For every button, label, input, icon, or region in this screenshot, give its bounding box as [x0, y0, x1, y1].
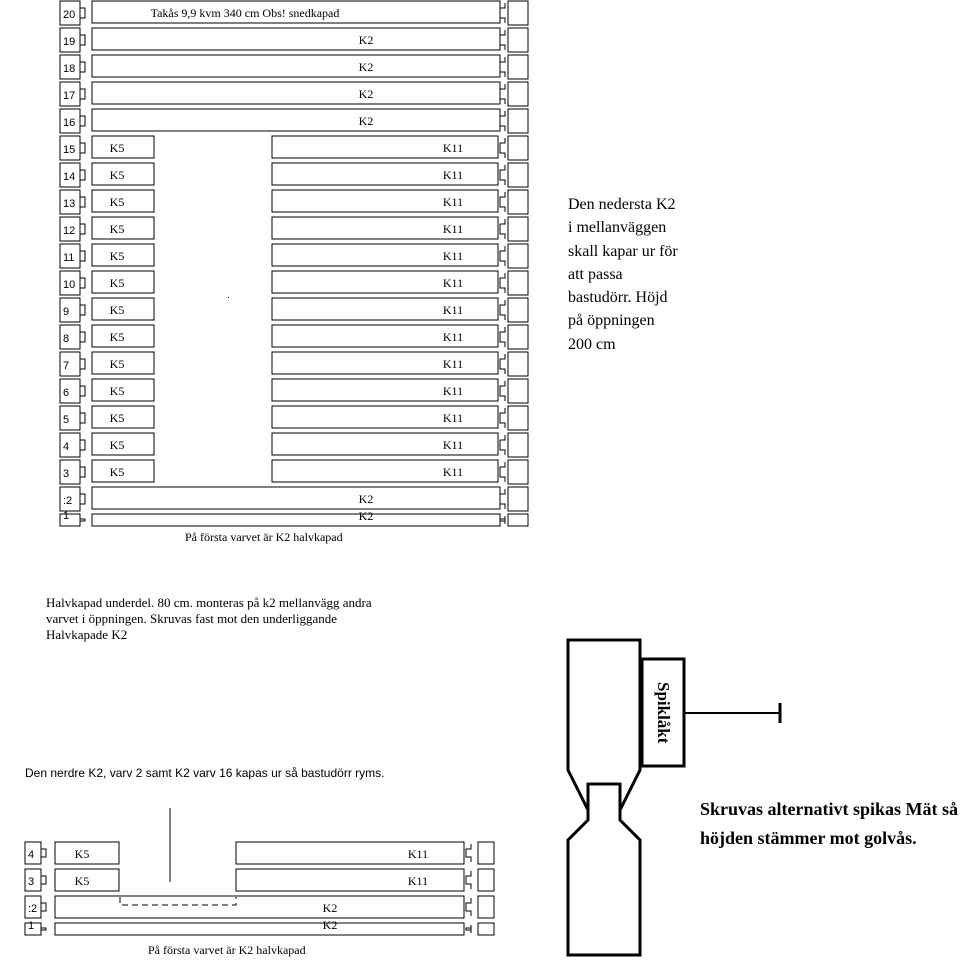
k11-log [272, 352, 498, 374]
row-number: 13 [63, 198, 76, 210]
end-notch-right [500, 138, 505, 158]
k5-log-label: K5 [109, 330, 125, 344]
end-notch-right [500, 435, 505, 455]
row-end-box [508, 190, 528, 214]
row-end-box [478, 869, 494, 891]
end-notch-left [80, 462, 85, 482]
opening-dot [228, 297, 229, 298]
row-number: 1 [63, 510, 70, 522]
end-notch-right [500, 3, 505, 23]
k2-log-label: K2 [358, 33, 374, 47]
halvkapad-note: Halvkapad underdel. 80 cm. monteras på k2 mellanvägg andra varvet i öppningen. Skruvas fast mot den underliggande Halvkapade K2 [46, 595, 372, 642]
k5-log-label: K5 [109, 276, 125, 290]
k2-log-label: K2 [322, 918, 338, 932]
k11-log [272, 190, 498, 212]
end-notch-left [80, 435, 85, 455]
end-notch-left [41, 898, 46, 916]
end-notch-left [80, 192, 85, 212]
end-notch-right [466, 898, 471, 916]
k11-log-label: K11 [442, 465, 464, 479]
end-notch-right [500, 192, 505, 212]
k11-log-label: K11 [442, 303, 464, 317]
end-notch-left [41, 844, 46, 862]
k11-log [272, 379, 498, 401]
k5-log-label: K5 [109, 222, 125, 236]
row-end-box [508, 271, 528, 295]
k5-log-label: K5 [109, 438, 125, 452]
nerdre-note: Den nerdre K2, varv 2 samt K2 varv 16 kapas ur så bastudörr ryms. [25, 766, 385, 780]
row-number: 4 [63, 441, 70, 453]
k11-log-label: K11 [442, 411, 464, 425]
side-note: Den nedersta K2 i mellanväggen skall kapar ur för att passa bastudörr. Höjd på öppningen 200 cm [568, 196, 678, 353]
row-end-box [508, 217, 528, 241]
end-notch-left [80, 273, 85, 293]
k5-log-label: K5 [109, 141, 125, 155]
row-number: 1 [28, 920, 35, 932]
row-end-box [508, 460, 528, 484]
k11-log-label: K11 [407, 847, 429, 861]
row-end-box [478, 842, 494, 864]
row-number: 10 [63, 279, 76, 291]
k11-log-label: K11 [442, 141, 464, 155]
k11-log [272, 433, 498, 455]
lower-log-profile [568, 784, 640, 955]
k11-log-label: K11 [442, 195, 464, 209]
k5-log-label: K5 [109, 357, 125, 371]
end-notch-left [80, 138, 85, 158]
row-end-box [508, 325, 528, 349]
k11-log [272, 244, 498, 266]
end-notch-right [500, 111, 505, 131]
end-notch-right [500, 273, 505, 293]
row-number: 18 [63, 63, 76, 75]
end-notch-left [80, 489, 85, 509]
k11-log-label: K11 [442, 222, 464, 236]
row-number: 7 [63, 360, 70, 372]
end-notch-left [80, 408, 85, 428]
k11-log [272, 460, 498, 482]
k11-log-label: K11 [442, 168, 464, 182]
k5-log-label: K5 [74, 847, 90, 861]
row-end-box [478, 923, 494, 935]
end-notch-right [500, 516, 505, 524]
end-notch-right [466, 871, 471, 889]
row-end-box [508, 55, 528, 79]
row-end-box [508, 28, 528, 52]
bottom-wall-elevation [25, 808, 494, 935]
k2-log-label: K2 [322, 901, 338, 915]
k5-log-label: K5 [109, 411, 125, 425]
k5-log-label: K5 [109, 465, 125, 479]
k2-log [92, 109, 500, 131]
end-notch-right [500, 84, 505, 104]
k5-log-label: K5 [74, 874, 90, 888]
k2-log [92, 28, 500, 50]
k11-log-label: K11 [442, 357, 464, 371]
row-number: 19 [63, 36, 76, 48]
k2-log-label: K2 [358, 114, 374, 128]
k2-log-label: K2 [358, 60, 374, 74]
spiklakt-label: Spiklåkt [654, 681, 673, 744]
row-end-box [508, 514, 528, 526]
row-end-box [508, 487, 528, 511]
k11-log-label: K11 [442, 438, 464, 452]
row-end-box [508, 109, 528, 133]
k11-log-label: K11 [442, 330, 464, 344]
row-number: 3 [28, 876, 35, 888]
k2-log [92, 82, 500, 104]
row-number: 20 [63, 9, 76, 21]
k2-log-label: K2 [358, 492, 374, 506]
row-end-box [508, 298, 528, 322]
row-number: :2 [28, 903, 38, 915]
end-notch-left [80, 300, 85, 320]
k11-log [272, 217, 498, 239]
row-number: 17 [63, 90, 76, 102]
k11-log [272, 136, 498, 158]
k11-log-label: K11 [442, 249, 464, 263]
row-end-box [508, 352, 528, 376]
end-notch-left [80, 327, 85, 347]
end-notch-left [80, 246, 85, 266]
end-notch-right [500, 381, 505, 401]
row-number: 15 [63, 144, 76, 156]
end-notch-right [500, 354, 505, 374]
k2-log [55, 923, 464, 935]
end-notch-right [500, 57, 505, 77]
row-end-box [478, 896, 494, 918]
end-notch-left [80, 381, 85, 401]
k11-log [272, 325, 498, 347]
k2-log [55, 896, 464, 918]
row-number: 6 [63, 387, 70, 399]
row-end-box [508, 406, 528, 430]
row-number: 4 [28, 849, 35, 861]
k11-log-label: K11 [442, 384, 464, 398]
row-end-box [508, 82, 528, 106]
end-notch-right [500, 489, 505, 509]
row-number: 11 [63, 252, 75, 264]
row-end-box [508, 379, 528, 403]
k2-log [92, 55, 500, 77]
end-notch-left [80, 84, 85, 104]
row-number: 5 [63, 414, 70, 426]
k11-log [272, 406, 498, 428]
end-notch-left [80, 516, 85, 524]
k5-log-label: K5 [109, 303, 125, 317]
k11-log [236, 842, 464, 864]
row-end-box [508, 163, 528, 187]
k5-log-label: K5 [109, 195, 125, 209]
row-number: 16 [63, 117, 76, 129]
row20-log-label: Takås 9,9 kvm 340 cm Obs! snedkapad [150, 6, 340, 20]
row-end-box [508, 1, 528, 25]
end-notch-left [80, 57, 85, 77]
row-end-box [508, 244, 528, 268]
end-notch-right [466, 844, 471, 862]
end-notch-right [500, 462, 505, 482]
k5-log-label: K5 [109, 168, 125, 182]
end-notch-left [80, 30, 85, 50]
end-notch-left [80, 165, 85, 185]
k2-log [92, 487, 500, 509]
row-number: 8 [63, 333, 70, 345]
end-notch-left [41, 871, 46, 889]
end-notch-right [500, 30, 505, 50]
k5-log-label: K5 [109, 384, 125, 398]
k5-log-label: K5 [109, 249, 125, 263]
row-number: 9 [63, 306, 70, 318]
screw-note: Skruvas alternativt spikas Mät så höjden stämmer mot golvås. [700, 799, 959, 848]
end-notch-left [80, 219, 85, 239]
bottom-wall-caption: På första varvet är K2 halvkapad [148, 943, 306, 957]
k11-log [272, 163, 498, 185]
k11-log [272, 271, 498, 293]
k11-log [236, 869, 464, 891]
end-notch-left [41, 925, 46, 933]
end-notch-left [80, 354, 85, 374]
top-wall-elevation [60, 1, 528, 526]
row-number: 3 [63, 468, 70, 480]
end-notch-right [500, 246, 505, 266]
row-number: 12 [63, 225, 76, 237]
top-wall-caption: På första varvet är K2 halvkapad [185, 530, 343, 544]
row-end-box [508, 136, 528, 160]
k2-log [92, 514, 500, 526]
k11-log-label: K11 [407, 874, 429, 888]
end-notch-left [80, 111, 85, 131]
end-notch-left [80, 3, 85, 23]
k2-log-label: K2 [358, 509, 374, 523]
end-notch-right [500, 300, 505, 320]
row-number: 14 [63, 171, 76, 183]
k11-log [272, 298, 498, 320]
row-end-box [508, 433, 528, 457]
k11-log-label: K11 [442, 276, 464, 290]
row-number: :2 [63, 495, 73, 507]
end-notch-right [500, 165, 505, 185]
end-notch-right [500, 219, 505, 239]
end-notch-right [500, 327, 505, 347]
end-notch-right [500, 408, 505, 428]
k2-log-label: K2 [358, 87, 374, 101]
end-notch-right [466, 925, 471, 933]
